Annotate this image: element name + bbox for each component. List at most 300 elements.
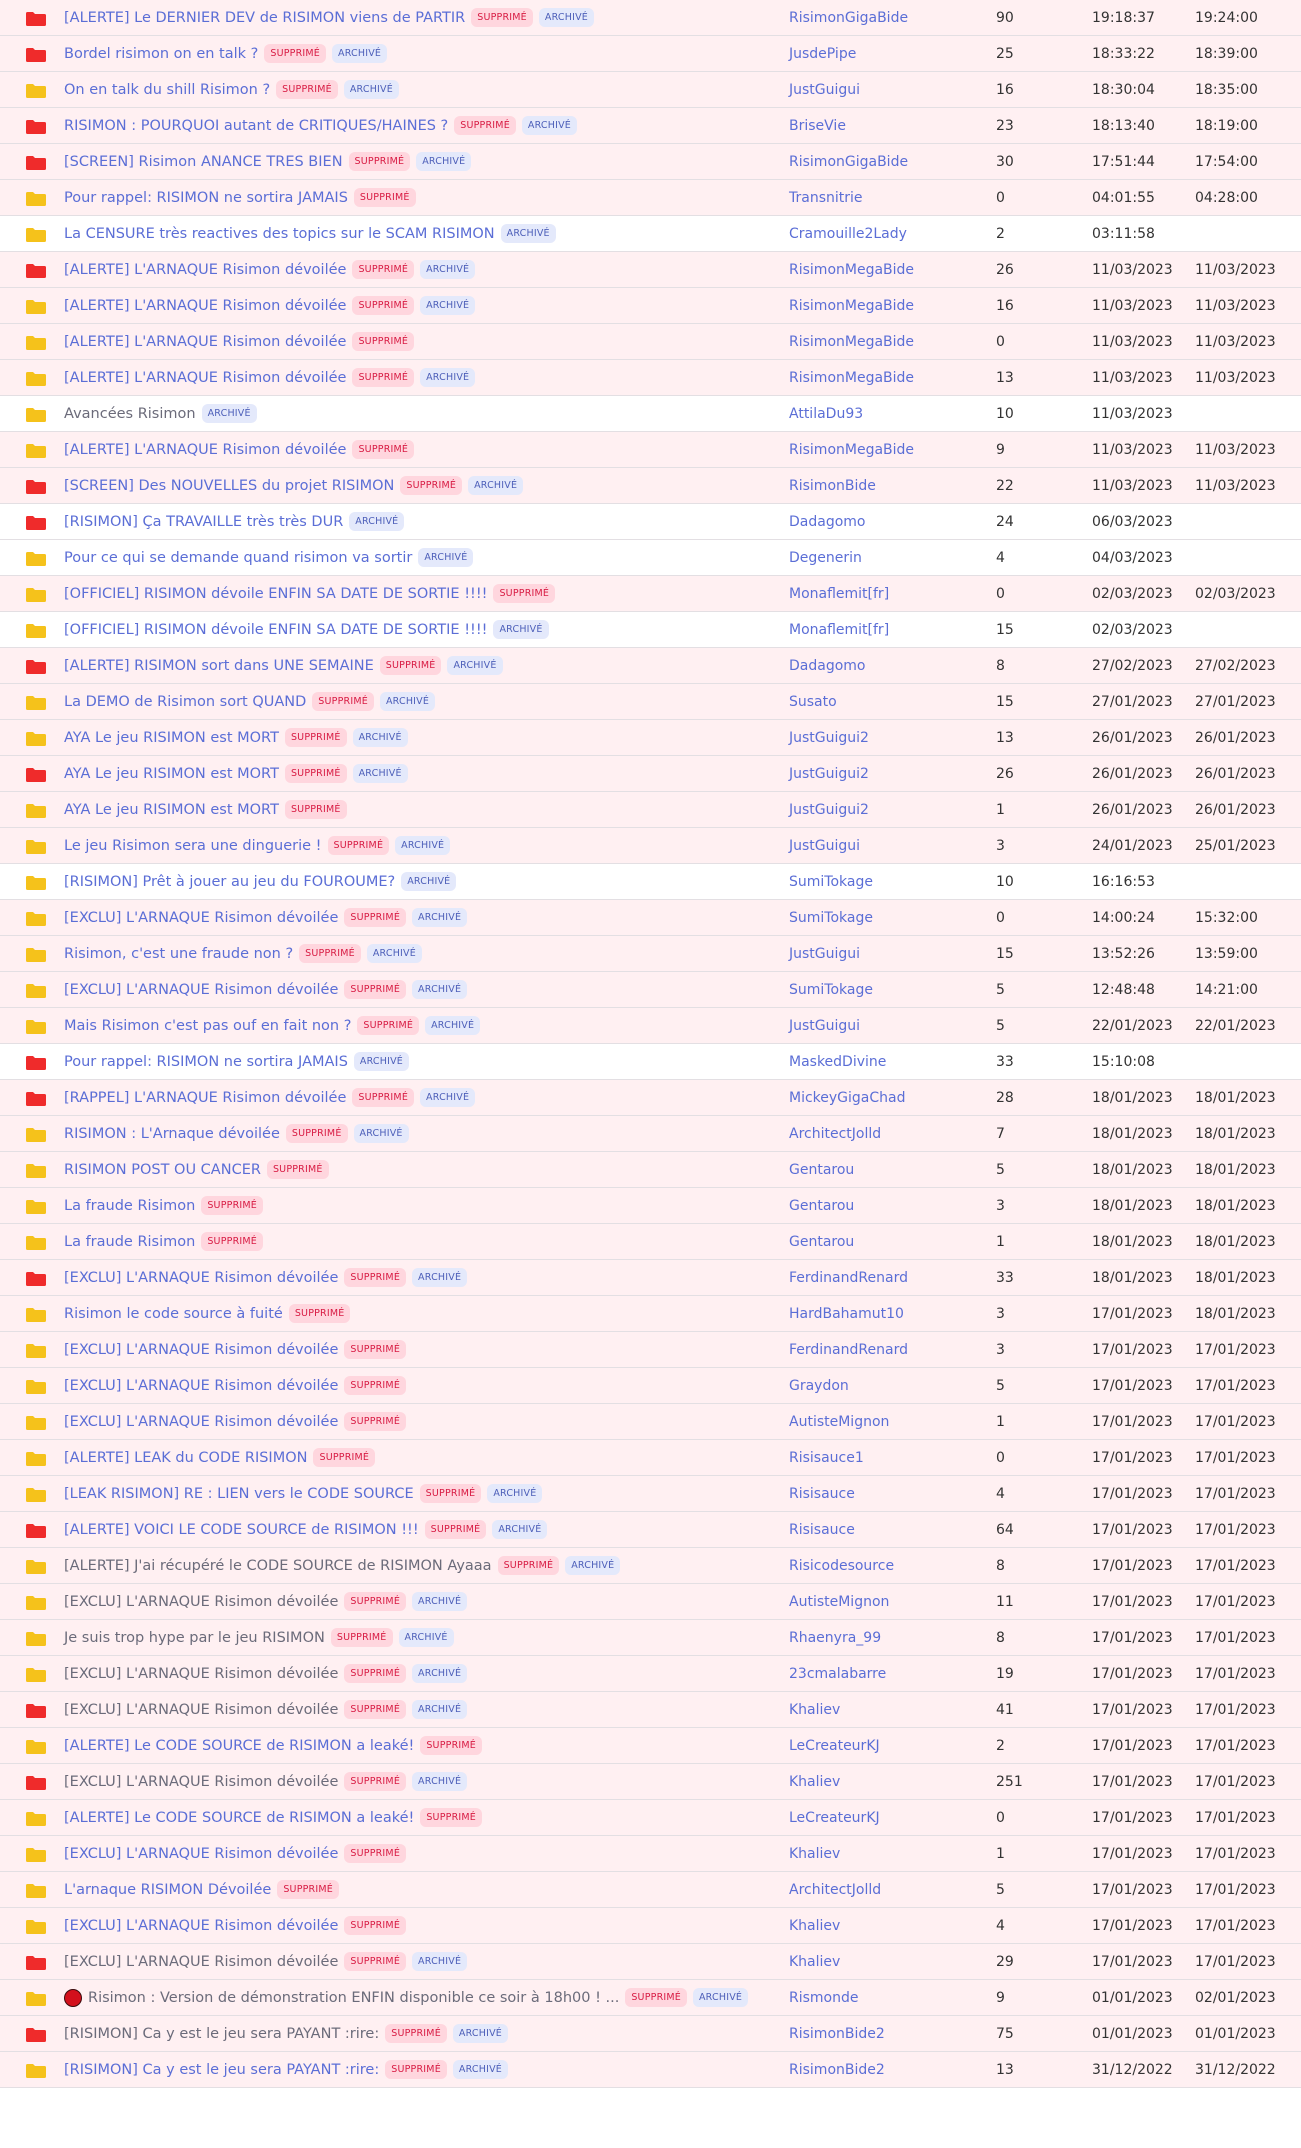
topic-title-link[interactable]: Bordel risimon on en talk ? [64,45,259,62]
topic-row [0,792,1301,828]
topic-title-link[interactable]: On en talk du shill Risimon ? [64,81,271,98]
topic-title-link[interactable]: [ALERTE] LEAK du CODE RISIMON [64,1449,308,1466]
folder-icon [26,840,46,854]
last-post-date[interactable]: 19:24:00 [1195,9,1258,26]
deleted-badge: SUPPRIMÉ [344,908,406,927]
first-post-date: 13:52:26 [1092,945,1155,962]
topic-row [0,1872,1301,1908]
last-post-date[interactable]: 17/01/2023 [1195,1557,1276,1574]
topic-title-link[interactable]: Risimon le code source à fuité [64,1305,283,1322]
topic-title-link[interactable]: [ALERTE] RISIMON sort dans UNE SEMAINE [64,657,374,674]
last-post-date[interactable]: 11/03/2023 [1195,441,1276,458]
topic-author-link[interactable]: RisimonMegaBide [789,369,915,386]
deleted-badge: SUPPRIMÉ [331,1628,393,1647]
first-post-date: 17/01/2023 [1092,1953,1173,1970]
topic-title-link[interactable]: AYA Le jeu RISIMON est MORT [64,729,279,746]
topic-title-link[interactable]: [EXCLU] L'ARNAQUE Risimon dévoilée [64,909,339,926]
folder-icon [26,192,46,206]
topic-subject [64,540,473,575]
folder-icon [26,408,46,422]
reply-count: 15 [996,693,1014,710]
topic-title-link[interactable]: RISIMON POST OU CANCER [64,1161,261,1178]
topic-author-link[interactable]: LeCreateurKJ [789,1737,880,1754]
archived-badge: ARCHIVÉ [412,1664,467,1683]
deleted-badge: SUPPRIMÉ [312,692,374,711]
reply-count: 75 [996,2025,1014,2042]
topic-title-link[interactable]: [LEAK RISIMON] RE : LIEN vers le CODE SOURCE [64,1485,414,1502]
topic-row [0,288,1301,324]
topic-title-link[interactable]: [EXCLU] L'ARNAQUE Risimon dévoilée [64,1341,339,1358]
topic-author-link[interactable]: RisimonBide2 [789,2061,885,2078]
first-post-date: 16:16:53 [1092,873,1155,890]
topic-title-link[interactable]: La fraude Risimon [64,1197,196,1214]
reply-count: 22 [996,477,1014,494]
last-post-date[interactable]: 18/01/2023 [1195,1161,1276,1178]
last-post-date[interactable]: 18/01/2023 [1195,1197,1276,1214]
topic-row [0,1692,1301,1728]
topic-title-link[interactable]: La fraude Risimon [64,1233,196,1250]
first-post-date: 17/01/2023 [1092,1593,1173,1610]
archived-badge: ARCHIVÉ [412,1268,467,1287]
topic-author-link[interactable]: AutisteMignon [789,1593,890,1610]
topic-title-link[interactable]: [ALERTE] Le DERNIER DEV de RISIMON viens de PARTIR [64,9,466,26]
reply-count: 2 [996,225,1005,242]
folder-icon [26,1992,46,2006]
topic-author-link[interactable]: Susato [789,693,837,710]
topic-author-link[interactable]: ArchitectJolld [789,1125,882,1142]
last-post-date[interactable]: 11/03/2023 [1195,261,1276,278]
first-post-date: 18/01/2023 [1092,1233,1173,1250]
archived-badge: ARCHIVÉ [453,2060,508,2079]
red-circle-icon [64,1989,82,2007]
first-post-date: 15:10:08 [1092,1053,1155,1070]
archived-badge: ARCHIVÉ [354,1052,409,1071]
topic-row [0,180,1301,216]
topic-subject [64,1548,620,1583]
archived-badge: ARCHIVÉ [399,1628,454,1647]
topic-title-link[interactable]: [ALERTE] L'ARNAQUE Risimon dévoilée [64,333,347,350]
last-post-date[interactable]: 18/01/2023 [1195,1233,1276,1250]
topic-subject [64,1404,406,1439]
reply-count: 1 [996,801,1005,818]
folder-icon [26,336,46,350]
topic-author-link[interactable]: Dadagomo [789,513,866,530]
topic-author-link[interactable]: LeCreateurKJ [789,1809,880,1826]
topic-author-link[interactable]: AutisteMignon [789,1413,890,1430]
deleted-badge: SUPPRIMÉ [471,8,533,27]
first-post-date: 17/01/2023 [1092,1845,1173,1862]
folder-icon [26,1488,46,1502]
deleted-badge: SUPPRIMÉ [201,1232,263,1251]
topic-title-link[interactable]: Risimon, c'est une fraude non ? [64,945,294,962]
archived-badge: ARCHIVÉ [453,2024,508,2043]
first-post-date: 18/01/2023 [1092,1269,1173,1286]
reply-count: 9 [996,441,1005,458]
topic-row [0,504,1301,540]
topic-title-link[interactable]: [RAPPEL] L'ARNAQUE Risimon dévoilée [64,1089,347,1106]
reply-count: 8 [996,1557,1005,1574]
last-post-date[interactable]: 02/01/2023 [1195,1989,1276,2006]
last-post-date[interactable]: 11/03/2023 [1195,297,1276,314]
topic-title-link[interactable]: [RISIMON] Prêt à jouer au jeu du FOUROUME? [64,873,396,890]
topic-author-link[interactable]: JustGuigui [789,945,861,962]
topic-author-link[interactable]: RisimonBide2 [789,2025,885,2042]
deleted-badge: SUPPRIMÉ [420,1736,482,1755]
reply-count: 16 [996,297,1014,314]
topic-author-link[interactable]: Gentarou [789,1233,855,1250]
first-post-date: 17/01/2023 [1092,1449,1173,1466]
last-post-date[interactable]: 22/01/2023 [1195,1017,1276,1034]
last-post-date[interactable]: 04:28:00 [1195,189,1258,206]
archived-badge: ARCHIVÉ [420,368,475,387]
topic-author-link[interactable]: Graydon [789,1377,849,1394]
topic-subject [64,1008,480,1043]
last-post-date[interactable]: 26/01/2023 [1195,765,1276,782]
topic-title-link[interactable]: Je suis trop hype par le jeu RISIMON [64,1629,325,1646]
topic-row [0,1368,1301,1404]
topic-subject [64,288,475,323]
last-post-date[interactable]: 17/01/2023 [1195,1881,1276,1898]
folder-icon [26,1668,46,1682]
topic-title-link[interactable]: [ALERTE] L'ARNAQUE Risimon dévoilée [64,261,347,278]
topic-author-link[interactable]: 23cmalabarre [789,1665,887,1682]
last-post-date[interactable]: 17/01/2023 [1195,1413,1276,1430]
first-post-date: 31/12/2022 [1092,2061,1173,2078]
topic-author-link[interactable]: Gentarou [789,1161,855,1178]
topic-subject [64,1836,406,1871]
topic-title-link[interactable]: Pour ce qui se demande quand risimon va sortir [64,549,413,566]
archived-badge: ARCHIVÉ [539,8,594,27]
archived-badge: ARCHIVÉ [501,224,556,243]
topic-author-link[interactable]: RisimonMegaBide [789,261,915,278]
topic-author-link[interactable]: RisimonMegaBide [789,333,915,350]
deleted-badge: SUPPRIMÉ [357,1016,419,1035]
last-post-date[interactable]: 18:19:00 [1195,117,1258,134]
folder-icon [26,1812,46,1826]
topic-row [0,1152,1301,1188]
topic-author-link[interactable]: Khaliev [789,1845,841,1862]
topic-title-link[interactable]: [EXCLU] L'ARNAQUE Risimon dévoilée [64,981,339,998]
topic-author-link[interactable]: Monaflemit[fr] [789,585,890,602]
archived-badge: ARCHIVÉ [420,1088,475,1107]
archived-badge: ARCHIVÉ [412,1772,467,1791]
topic-author-link[interactable]: Transnitrie [789,189,863,206]
topic-author-link[interactable]: SumiTokage [789,909,873,926]
topic-title-link[interactable]: [ALERTE] Le CODE SOURCE de RISIMON a leaké! [64,1809,415,1826]
topic-author-link[interactable]: JustGuigui2 [789,765,869,782]
topic-title-link[interactable]: [EXCLU] L'ARNAQUE Risimon dévoilée [64,1773,339,1790]
topic-subject [64,1368,406,1403]
topic-title-link[interactable]: Risimon : Version de démonstration ENFIN disponible ce soir à 18h00 ! ... [88,1989,620,2006]
folder-icon [26,912,46,926]
topic-author-link[interactable]: SumiTokage [789,981,873,998]
topic-subject [64,1080,475,1115]
deleted-badge: SUPPRIMÉ [344,1664,406,1683]
first-post-date: 17/01/2023 [1092,1737,1173,1754]
topic-title-link[interactable]: L'arnaque RISIMON Dévoilée [64,1881,272,1898]
hot-folder-icon [26,120,46,134]
topic-author-link[interactable]: RisimonMegaBide [789,441,915,458]
topic-author-link[interactable]: Khaliev [789,1773,841,1790]
reply-count: 0 [996,333,1005,350]
topic-title-link[interactable]: RISIMON : L'Arnaque dévoilée [64,1125,280,1142]
topic-author-link[interactable]: JusdePipe [789,45,857,62]
last-post-date[interactable]: 18:39:00 [1195,45,1258,62]
last-post-date[interactable]: 11/03/2023 [1195,333,1276,350]
topic-title-link[interactable]: [ALERTE] J'ai récupéré le CODE SOURCE de RISIMON Ayaaa [64,1557,492,1574]
last-post-date[interactable]: 14:21:00 [1195,981,1258,998]
topic-subject [64,2016,508,2051]
topic-author-link[interactable]: Khaliev [789,1701,841,1718]
topic-title-link[interactable]: [ALERTE] L'ARNAQUE Risimon dévoilée [64,441,347,458]
reply-count: 11 [996,1593,1014,1610]
last-post-date[interactable]: 25/01/2023 [1195,837,1276,854]
topic-author-link[interactable]: HardBahamut10 [789,1305,904,1322]
folder-icon [26,624,46,638]
last-post-date[interactable]: 17/01/2023 [1195,1809,1276,1826]
last-post-date[interactable]: 17/01/2023 [1195,1917,1276,1934]
folder-icon [26,1632,46,1646]
last-post-date[interactable]: 17/01/2023 [1195,1953,1276,1970]
topic-author-link[interactable]: Risisauce1 [789,1449,864,1466]
last-post-date[interactable]: 18/01/2023 [1195,1089,1276,1106]
last-post-date[interactable]: 17/01/2023 [1195,1593,1276,1610]
reply-count: 1 [996,1413,1005,1430]
last-post-date[interactable]: 27/02/2023 [1195,657,1276,674]
topic-title-link[interactable]: AYA Le jeu RISIMON est MORT [64,765,279,782]
topic-title-link[interactable]: La DEMO de Risimon sort QUAND [64,693,307,710]
topic-row [0,1008,1301,1044]
last-post-date[interactable]: 01/01/2023 [1195,2025,1276,2042]
folder-icon [26,1848,46,1862]
first-post-date: 18/01/2023 [1092,1089,1173,1106]
topic-row [0,396,1301,432]
topic-row [0,1548,1301,1584]
topic-title-link[interactable]: [RISIMON] Ca y est le jeu sera PAYANT :rire: [64,2025,380,2042]
topic-title-link[interactable]: [EXCLU] L'ARNAQUE Risimon dévoilée [64,1413,339,1430]
topic-title-link[interactable]: [SCREEN] Risimon ANANCE TRES BIEN [64,153,343,170]
last-post-date[interactable]: 27/01/2023 [1195,693,1276,710]
last-post-date[interactable]: 17/01/2023 [1195,1845,1276,1862]
last-post-date[interactable]: 15:32:00 [1195,909,1258,926]
hot-folder-icon [26,1524,46,1538]
folder-icon [26,1020,46,1034]
reply-count: 5 [996,1161,1005,1178]
last-post-date[interactable]: 17/01/2023 [1195,1485,1276,1502]
topic-title-link[interactable]: [ALERTE] Le CODE SOURCE de RISIMON a leaké! [64,1737,415,1754]
folder-icon [26,444,46,458]
last-post-date[interactable]: 26/01/2023 [1195,801,1276,818]
topic-author-link[interactable]: FerdinandRenard [789,1269,908,1286]
topic-title-link[interactable]: [EXCLU] L'ARNAQUE Risimon dévoilée [64,1269,339,1286]
topic-author-link[interactable]: Risisauce [789,1521,855,1538]
topic-author-link[interactable]: Khaliev [789,1953,841,1970]
topic-author-link[interactable]: BriseVie [789,117,846,134]
last-post-date[interactable]: 26/01/2023 [1195,729,1276,746]
topic-subject [64,468,523,503]
topic-author-link[interactable]: Monaflemit[fr] [789,621,890,638]
topic-title-link[interactable]: [SCREEN] Des NOUVELLES du projet RISIMON [64,477,395,494]
topic-title-link[interactable]: La CENSURE très reactives des topics sur le SCAM RISIMON [64,225,495,242]
last-post-date[interactable]: 17/01/2023 [1195,1629,1276,1646]
topic-title-link[interactable]: [OFFICIEL] RISIMON dévoile ENFIN SA DATE DE SORTIE !!!! [64,621,488,638]
topic-subject [64,396,257,431]
last-post-date[interactable]: 11/03/2023 [1195,477,1276,494]
deleted-badge: SUPPRIMÉ [344,980,406,999]
archived-badge: ARCHIVÉ [412,1700,467,1719]
deleted-badge: SUPPRIMÉ [286,1124,348,1143]
deleted-badge: SUPPRIMÉ [289,1304,351,1323]
first-post-date: 02/03/2023 [1092,585,1173,602]
last-post-date[interactable]: 17/01/2023 [1195,1521,1276,1538]
folder-icon [26,1200,46,1214]
deleted-badge: SUPPRIMÉ [201,1196,263,1215]
topic-title-link[interactable]: [ALERTE] L'ARNAQUE Risimon dévoilée [64,297,347,314]
topic-author-link[interactable]: MaskedDivine [789,1053,887,1070]
last-post-date[interactable]: 18/01/2023 [1195,1305,1276,1322]
topic-title-link[interactable]: [EXCLU] L'ARNAQUE Risimon dévoilée [64,1953,339,1970]
folder-icon [26,1560,46,1574]
archived-badge: ARCHIVÉ [693,1988,748,2007]
reply-count: 1 [996,1845,1005,1862]
topic-author-link[interactable]: Risisauce [789,1485,855,1502]
topic-row [0,144,1301,180]
topic-title-link[interactable]: Avancées Risimon [64,405,196,422]
deleted-badge: SUPPRIMÉ [264,44,326,63]
reply-count: 3 [996,837,1005,854]
last-post-date[interactable]: 17/01/2023 [1195,1701,1276,1718]
topic-title-link[interactable]: Mais Risimon c'est pas ouf en fait non ? [64,1017,352,1034]
hot-folder-icon [26,1056,46,1070]
topic-author-link[interactable]: Dadagomo [789,657,866,674]
last-post-date[interactable]: 17/01/2023 [1195,1449,1276,1466]
last-post-date[interactable]: 11/03/2023 [1195,369,1276,386]
archived-badge: ARCHIVÉ [418,548,473,567]
topic-author-link[interactable]: Rhaenyra_99 [789,1629,882,1646]
topic-author-link[interactable]: JustGuigui [789,1017,861,1034]
last-post-date[interactable]: 13:59:00 [1195,945,1258,962]
topic-author-link[interactable]: RisimonGigaBide [789,9,909,26]
deleted-badge: SUPPRIMÉ [354,188,416,207]
topic-row [0,1332,1301,1368]
topic-author-link[interactable]: JustGuigui2 [789,729,869,746]
topic-subject [64,648,503,683]
reply-count: 5 [996,1017,1005,1034]
last-post-date[interactable]: 17/01/2023 [1195,1377,1276,1394]
topic-title-link[interactable]: [RISIMON] Ça TRAVAILLE très très DUR [64,513,344,530]
topic-author-link[interactable]: JustGuigui [789,81,861,98]
topic-row [0,1764,1301,1800]
topic-author-link[interactable]: Degenerin [789,549,862,566]
reply-count: 15 [996,945,1014,962]
topic-subject [64,1116,409,1151]
deleted-badge: SUPPRIMÉ [344,1340,406,1359]
reply-count: 10 [996,405,1014,422]
topic-row [0,1188,1301,1224]
topic-subject [64,36,387,71]
topic-title-link[interactable]: [EXCLU] L'ARNAQUE Risimon dévoilée [64,1917,339,1934]
first-post-date: 18/01/2023 [1092,1161,1173,1178]
topic-author-link[interactable]: JustGuigui2 [789,801,869,818]
hot-folder-icon [26,2028,46,2042]
topic-author-link[interactable]: RisimonGigaBide [789,153,909,170]
archived-badge: ARCHIVÉ [401,872,456,891]
topic-row [0,2016,1301,2052]
archived-badge: ARCHIVÉ [493,620,548,639]
topic-title-link[interactable]: [EXCLU] L'ARNAQUE Risimon dévoilée [64,1377,339,1394]
last-post-date[interactable]: 17/01/2023 [1195,1737,1276,1754]
topic-author-link[interactable]: RisimonBide [789,477,876,494]
topic-subject [64,612,549,647]
last-post-date[interactable]: 17:54:00 [1195,153,1258,170]
topic-author-link[interactable]: ArchitectJolld [789,1881,882,1898]
last-post-date[interactable]: 18/01/2023 [1195,1269,1276,1286]
topic-title-link[interactable]: [EXCLU] L'ARNAQUE Risimon dévoilée [64,1701,339,1718]
topic-author-link[interactable]: FerdinandRenard [789,1341,908,1358]
last-post-date[interactable]: 18/01/2023 [1195,1125,1276,1142]
last-post-date[interactable]: 17/01/2023 [1195,1665,1276,1682]
first-post-date: 26/01/2023 [1092,729,1173,746]
last-post-date[interactable]: 02/03/2023 [1195,585,1276,602]
topic-author-link[interactable]: AttilaDu93 [789,405,864,422]
topic-author-link[interactable]: Gentarou [789,1197,855,1214]
topic-title-link[interactable]: [EXCLU] L'ARNAQUE Risimon dévoilée [64,1593,339,1610]
last-post-date[interactable]: 17/01/2023 [1195,1341,1276,1358]
first-post-date: 04/03/2023 [1092,549,1173,566]
topic-subject [64,756,408,791]
last-post-date[interactable]: 17/01/2023 [1195,1773,1276,1790]
topic-title-link[interactable]: [ALERTE] VOICI LE CODE SOURCE de RISIMON !!! [64,1521,419,1538]
topic-title-link[interactable]: RISIMON : POURQUOI autant de CRITIQUES/HAINES ? [64,117,449,134]
reply-count: 30 [996,153,1014,170]
deleted-badge: SUPPRIMÉ [344,1916,406,1935]
topic-author-link[interactable]: RisimonMegaBide [789,297,915,314]
first-post-date: 18:33:22 [1092,45,1155,62]
archived-badge: ARCHIVÉ [487,1484,542,1503]
topic-row [0,2052,1301,2088]
topic-title-link[interactable]: [OFFICIEL] RISIMON dévoile ENFIN SA DATE DE SORTIE !!!! [64,585,488,602]
topic-author-link[interactable]: Cramouille2Lady [789,225,907,242]
deleted-badge: SUPPRIMÉ [352,260,414,279]
topic-title-link[interactable]: Pour rappel: RISIMON ne sortira JAMAIS [64,1053,348,1070]
folder-icon [26,876,46,890]
topic-author-link[interactable]: Risicodesource [789,1557,895,1574]
deleted-badge: SUPPRIMÉ [328,836,390,855]
topic-title-link[interactable]: Pour rappel: RISIMON ne sortira JAMAIS [64,189,348,206]
topic-author-link[interactable]: MickeyGigaChad [789,1089,906,1106]
topic-title-link[interactable]: [EXCLU] L'ARNAQUE Risimon dévoilée [64,1665,339,1682]
topic-title-link[interactable]: [EXCLU] L'ARNAQUE Risimon dévoilée [64,1845,339,1862]
topic-subject [64,1260,467,1295]
topic-title-link[interactable]: [ALERTE] L'ARNAQUE Risimon dévoilée [64,369,347,386]
topic-subject [64,1332,406,1367]
topic-row [0,1656,1301,1692]
topic-author-link[interactable]: JustGuigui [789,837,861,854]
topic-title-link[interactable]: AYA Le jeu RISIMON est MORT [64,801,279,818]
last-post-date[interactable]: 31/12/2022 [1195,2061,1276,2078]
topic-author-link[interactable]: Khaliev [789,1917,841,1934]
topic-author-link[interactable]: SumiTokage [789,873,873,890]
topic-title-link[interactable]: [RISIMON] Ca y est le jeu sera PAYANT :rire: [64,2061,380,2078]
topic-row [0,936,1301,972]
topic-title-link[interactable]: Le jeu Risimon sera une dinguerie ! [64,837,322,854]
folder-icon [26,552,46,566]
folder-icon [26,1596,46,1610]
deleted-badge: SUPPRIMÉ [344,1268,406,1287]
reply-count: 19 [996,1665,1014,1682]
topic-author-link[interactable]: Rismonde [789,1989,859,2006]
last-post-date[interactable]: 18:35:00 [1195,81,1258,98]
